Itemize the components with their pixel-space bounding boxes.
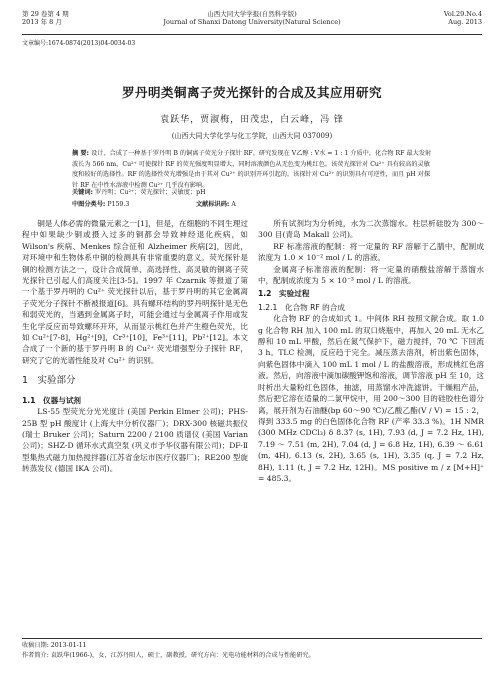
metal-solution-paragraph: 金属离子标准溶液的配制：将一定量的硝酸盐溶解于蒸馏水中，配制成浓度为 5 × 10⁻³ mol / L 的溶液。 xyxy=(258,264,484,286)
doc-label: 文献标识码: xyxy=(196,201,230,208)
classification xyxy=(72,199,236,208)
affiliation: (山西大同大学化学与化工学院，山西大同 037009) xyxy=(171,132,333,140)
clc-value: P159.3 xyxy=(107,201,130,208)
subsection-heading: 1.1 仪器与试剂 xyxy=(22,395,82,405)
footnote xyxy=(22,638,482,661)
volume-text: 第 29 卷第 4 期 xyxy=(22,10,69,18)
volume-en: Vol.29.No.4 xyxy=(443,10,482,18)
article-number: 文章编号:1674-0874(2013)04-0034-03 xyxy=(22,40,136,47)
clc-label: 中图分类号: xyxy=(72,201,106,208)
rf-solution-paragraph: RF 标准溶液的配制：将一定量的 RF 溶解于乙腈中，配制成浓度为 1.0 × 10⁻² mol / L 的溶液。 xyxy=(258,241,484,263)
running-header xyxy=(22,8,482,35)
author-list: 袁跃华，贾淑梅，田茂忠，白云峰，冯 锋 xyxy=(160,115,344,125)
date-text: 2013 年 8 月 xyxy=(22,18,62,26)
intro-paragraph: 铜是人体必需的微量元素之一[1]，但是，在细胞的不同生理过程中如果缺少铜或摄入过多的铜都会导致神经退化疾病，如 Wilson's 疾病、Menkes 综合征和 Alzheimer 疾病[2]，因此，对环境中和生物体系中铜的检测具有非常重要的意义。荧光探针是铜的检测方法之一，设计合成简单、高选择性、高灵敏的铜离子荧光探针已引起人们高度关注[3-5]。1997 年 Czarnik 等报道了第一个基于罗丹明的 Cu²⁺ 荧光探针以后，基于罗丹明的其它金属离子荧光分子探针不断被报道[6]。具有螺环结构的罗丹明探针是无色和弱荧光的，当遇到金属离子时，可能会通过与金属离子作用或发生化学反应而导致螺环开环，从而显示桃红色并产生橙色荧光，比如 Cu²⁺[7-8]，Hg²⁺[9]，Cr³⁺[10]，Fe³⁺[11]，Pb²⁺[12]。本文合成了一个新的基于罗丹明 B 的 Cu²⁺ 荧光增强型分子探针 RF，研究了它的光谱性能及对 Cu²⁺ 的识别。 xyxy=(22,219,248,365)
keywords-label: 关键词: xyxy=(72,189,94,196)
reagents-paragraph: 所有试剂均为分析纯，水为二次蒸馏水。柱层析硅胶为 300～300 目(青岛 Makall 公司)。 xyxy=(258,219,484,240)
keywords xyxy=(72,187,205,196)
right-column xyxy=(258,218,484,484)
subsection-heading-1-2: 1.2 实验过程 xyxy=(258,289,310,299)
journal-name-en: Journal of Shanxi Datong University(Natural Science) xyxy=(163,18,341,26)
abstract xyxy=(72,149,434,191)
keywords-text: 罗丹明；Cu²⁺；荧光探针；灵敏度；pH xyxy=(95,189,206,196)
subsection-heading-1-2-1: 1.2.1 化合物 RF 的合成 xyxy=(258,302,345,312)
author-bio: 作者简介: 袁跃华(1966-)，女，江苏丹阳人，硕士，副教授，研究方向：光电功能材料的合成与性能研究。 xyxy=(22,652,315,659)
journal-name xyxy=(22,10,482,26)
left-column xyxy=(22,218,248,475)
article-title: 罗丹明类铜离子荧光探针的合成及其应用研究 xyxy=(121,85,382,100)
section-heading: 1 实验部分 xyxy=(22,375,76,387)
abstract-label: 摘 要: xyxy=(72,150,90,157)
received-date: 收稿日期: 2013-01-11 xyxy=(22,642,87,649)
doc-code xyxy=(196,199,236,208)
date-en: Aug. 2013 xyxy=(448,18,482,26)
abstract-text: 设计、合成了一种基于罗丹明 B 的铜离子荧光分子探针 RF。研究发现在 V乙醇 : V水 = 1 : 1 介质中，化合物 RF 最大发射波长为 566 nm，Cu²⁺ 可使探针 RF 的荧光强度明显增大，同时溶液颜色从无色变为桃红色。该荧光探针对 Cu²⁺ 具有较高的灵敏度和较好的选择性。RF 的选择性荧光增强是由于其对 Cu²⁺ 的识别开环引起的。该探针对 Cu²⁺ 的识别具有可逆性，而且 pH 对探针 RF 在中性水溶液中检测 Cu²⁺ 几乎没有影响。 xyxy=(72,150,432,189)
volume-issue-en xyxy=(444,10,482,26)
synthesis-paragraph: 化合物 RF 的合成如式 1。中间体 RH 按照文献合成。取 1.0 g 化合物 RH 加入 100 mL 的双口烧瓶中，再加入 20 mL 无水乙醇和 10 mL 甲酸，然后在氮气保护下，磁力搅拌，70 ℃ 下回流 3 h。TLC 检测，反应趋于完全。减压蒸去溶剂，析出紫色固体，向紫色固体中滴入 100 mL 1 mol / L 的盐酸溶液，形成桃红色溶液。然后，向溶液中滴加碳酸钾饱和溶液，调节溶液 pH 至 10，这时析出大量粉红色固体，抽滤，用蒸馏水冲洗滤饼。干燥粗产品，然后把它溶在适量的二氯甲烷中，用 200～300 目的硅胶柱色谱分离，展开剂为石油醚(bp 60～90 ℃)/乙酸乙酯(V / V) = 15 : 2，得到 333.5 mg 的白色固体化合物 RF (产率 33.3 %)。1H NMR (300 MHz CDCl₃) δ 8.37 (s, 1H), 7.93 (d, J = 7.2 Hz, 1H), 7.19 ～ 7.51 (m, 2H), 7.04 (d, J = 6.8 Hz, 1H), 6.39 ～ 6.61 (m, 4H), 6.13 (s, 2H), 3.65 (s, 1H), 3.35 (q, J = 7.2 Hz, 8H), 1.11 (t, J = 7.2 Hz, 12H)。MS positive m / z [M+H]⁺ = 485.3。 xyxy=(258,314,484,483)
instruments-paragraph: LS-55 型荧光分光光度计 (美国 Perkin Elmer 公司)；PHS-25B 型 pH 酸度计 (上海大中分析仪器厂)；DRX-300 核磁共振仪 (瑞士 Bruker 公司)；Saturn 2200 / 2100 质谱仪 (美国 Varian 公司)；SHZ-D 循环水式真空泵 (巩义市予华仪器有限公司)；DF-Ⅱ型集热式磁力加热搅拌器(江苏省金坛市医疗仪器厂)；RE200 型旋转蒸发仪 (德国 IKA 公司)。 xyxy=(22,407,248,474)
doc-value: A xyxy=(231,201,236,208)
journal-name-cn: 山西大同大学学报(自然科学版) xyxy=(207,10,297,18)
